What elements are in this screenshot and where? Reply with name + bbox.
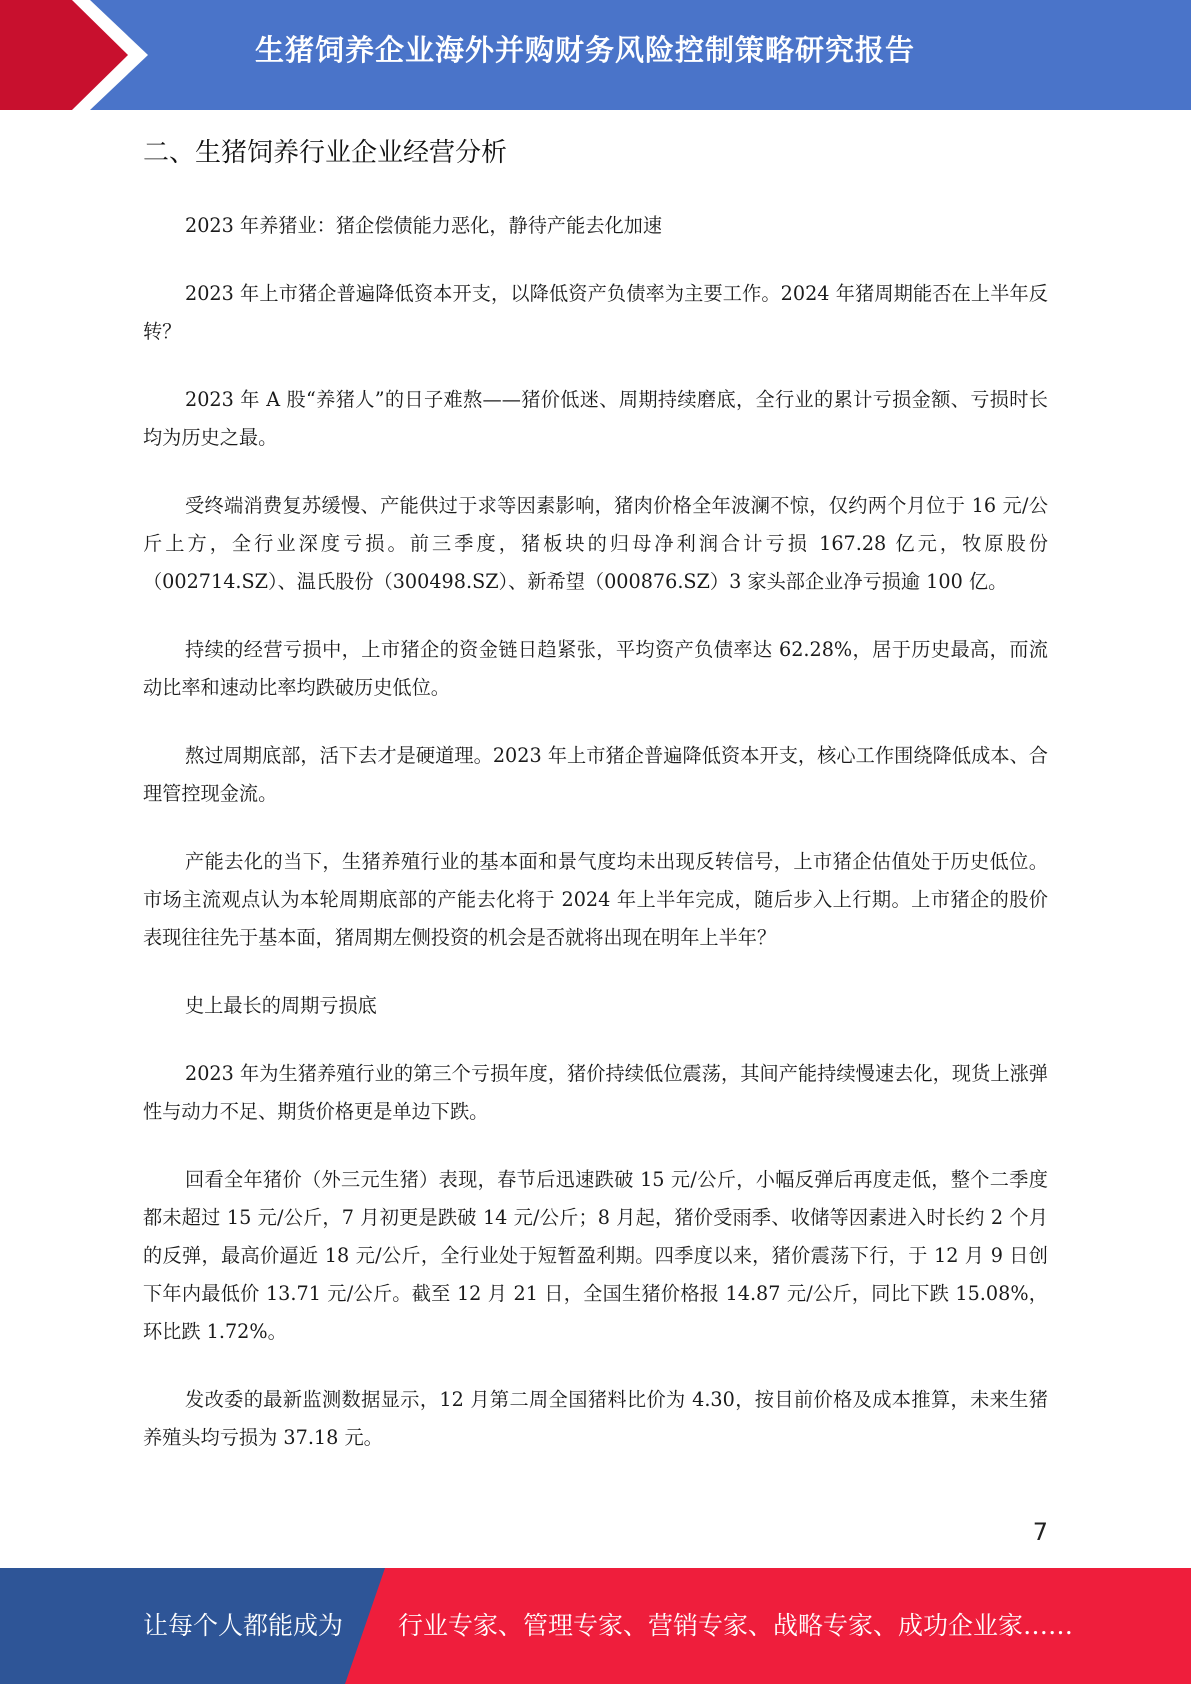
article-body bbox=[143, 207, 1048, 1487]
paragraph: 发改委的最新监测数据显示，12 月第二周全国猪料比价为 4.30，按目前价格及成本推算，未来生猪养殖头均亏损为 37.18 元。 bbox=[143, 1388, 1048, 1449]
paragraph: 2023 年 A 股“养猪人”的日子难熬——猪价低迷、周期持续磨底，全行业的累计亏损金额、亏损时长均为历史之最。 bbox=[143, 388, 1048, 449]
footer-slogan-left: 让每个人都能成为 bbox=[143, 1611, 344, 1640]
paragraph: 熬过周期底部，活下去才是硬道理。2023 年上市猪企普遍降低资本开支，核心工作围绕降低成本、合理管控现金流。 bbox=[143, 744, 1048, 805]
paragraph: 2023 年上市猪企普遍降低资本开支，以降低资产负债率为主要工作。2024 年猪周期能否在上半年反转？ bbox=[143, 282, 1048, 343]
paragraph: 受终端消费复苏缓慢、产能供过于求等因素影响，猪肉价格全年波澜不惊，仅约两个月位于 16 元/公斤上方，全行业深度亏损。前三季度，猪板块的归母净利润合计亏损 167.28 亿元，牧原股份（002714.SZ）、温氏股份（300498.SZ）、新希望（000876.SZ）3 家头部企业净亏损逾 100 亿。 bbox=[143, 494, 1048, 593]
paragraph: 产能去化的当下，生猪养殖行业的基本面和景气度均未出现反转信号，上市猪企估值处于历史低位。市场主流观点认为本轮周期底部的产能去化将于 2024 年上半年完成，随后步入上行期。上市猪企的股价表现往往先于基本面，猪周期左侧投资的机会是否就将出现在明年上半年？ bbox=[143, 850, 1048, 949]
footer-slogan-right: 行业专家、管理专家、营销专家、战略专家、成功企业家…… bbox=[398, 1611, 1074, 1640]
footer-banner bbox=[0, 1568, 1191, 1684]
paragraph: 2023 年为生猪养殖行业的第三个亏损年度，猪价持续低位震荡，其间产能持续慢速去化，现货上涨弹性与动力不足、期货价格更是单边下跌。 bbox=[143, 1062, 1048, 1123]
paragraph: 2023 年养猪业：猪企偿债能力恶化，静待产能去化加速 bbox=[185, 214, 663, 237]
section-heading: 二、生猪饲养行业企业经营分析 bbox=[143, 138, 508, 168]
paragraph: 史上最长的周期亏损底 bbox=[185, 994, 377, 1017]
paragraph: 持续的经营亏损中，上市猪企的资金链日趋紧张，平均资产负债率达 62.28%，居于历史最高，而流动比率和速动比率均跌破历史低位。 bbox=[143, 638, 1048, 699]
page-number: 7 bbox=[1032, 1518, 1048, 1546]
paragraph: 回看全年猪价（外三元生猪）表现，春节后迅速跌破 15 元/公斤，小幅反弹后再度走低，整个二季度都未超过 15 元/公斤，7 月初更是跌破 14 元/公斤；8 月起，猪价受雨季、收储等因素进入时长约 2 个月的反弹，最高价逼近 18 元/公斤，全行业处于短暂盈利期。四季度以来，猪价震荡下行，于 12 月 9 日创下年内最低价 13.71 元/公斤。截至 12 月 21 日，全国生猪价格报 14.87 元/公斤，同比下跌 15.08%，环比跌 1.72%。 bbox=[143, 1168, 1048, 1343]
report-title: 生猪饲养企业海外并购财务风险控制策略研究报告 bbox=[255, 33, 916, 67]
report-header-banner bbox=[0, 0, 1191, 110]
